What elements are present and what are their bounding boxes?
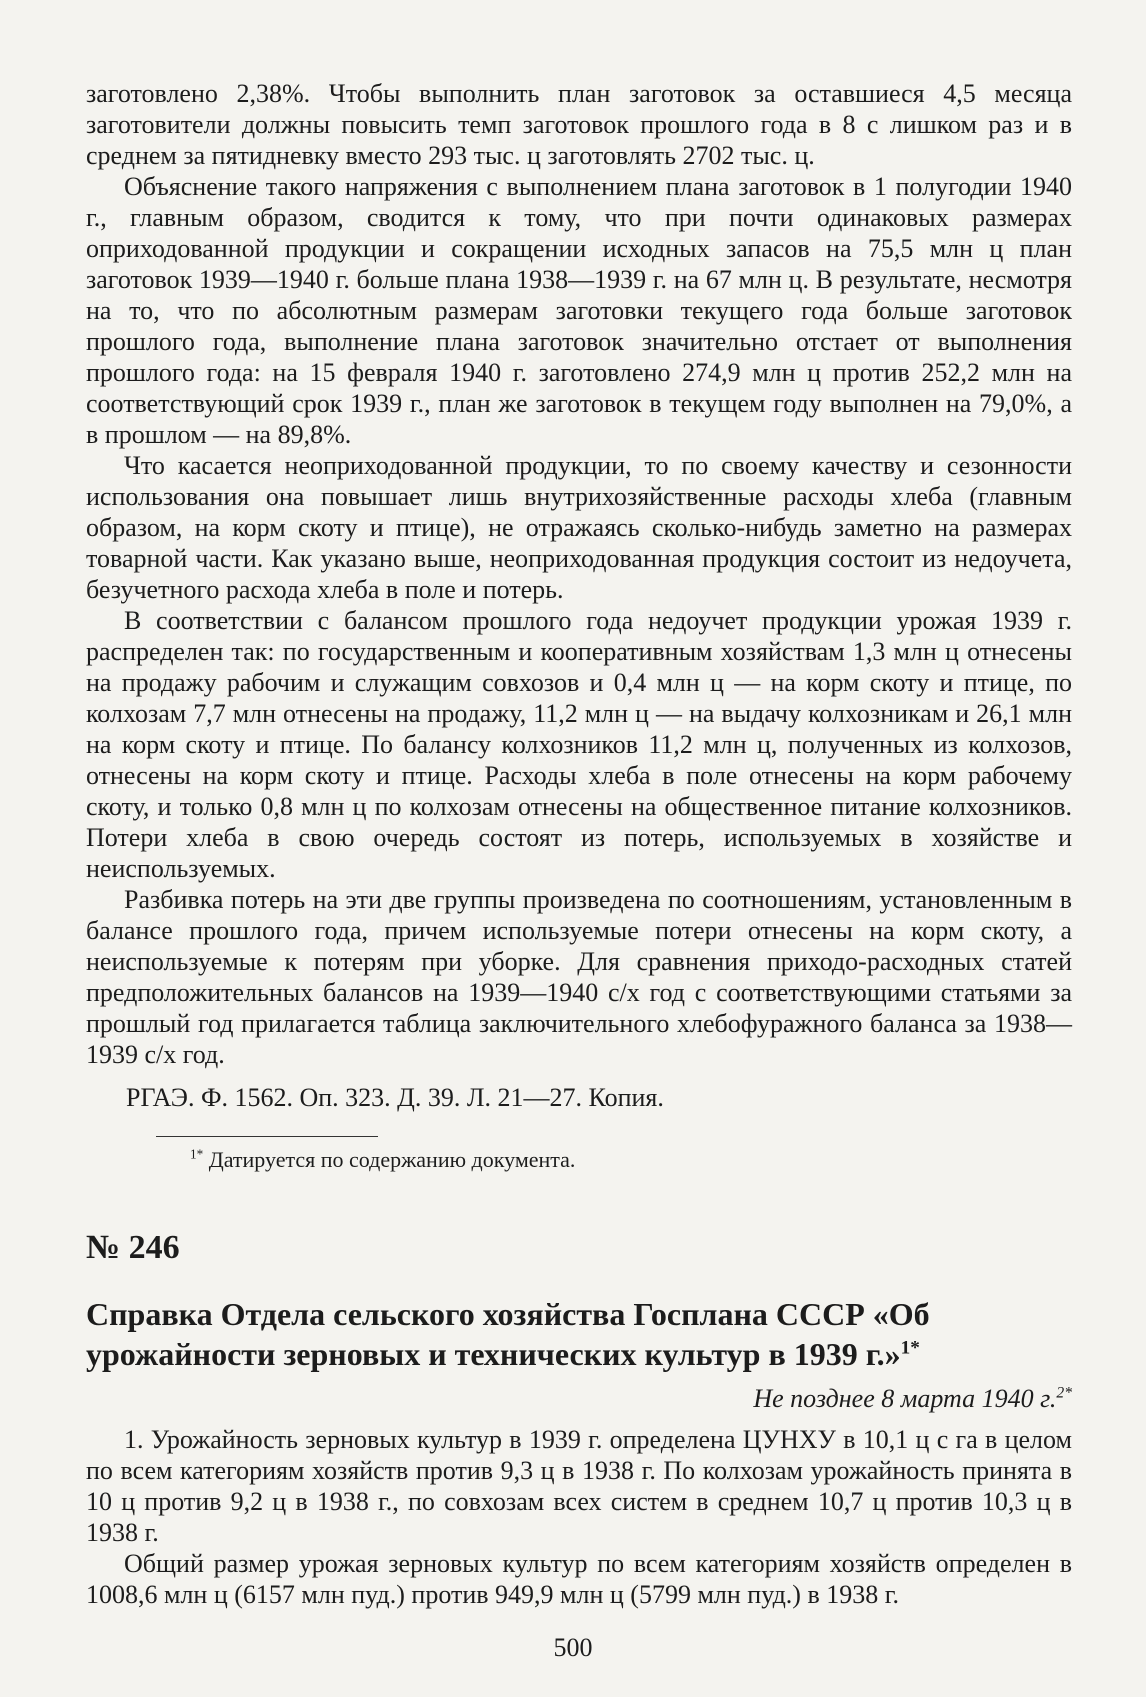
body-text-bottom (86, 1424, 1072, 1610)
paragraph: Общий размер урожая зерновых культур по всем категориям хозяйств определен в 1008,6 млн ц (6157 млн пуд.) против 949,9 млн ц (5799 млн пуд.) в 1938 г. (86, 1549, 1072, 1609)
document-title (86, 1294, 1072, 1374)
paragraph: Объяснение такого напряжения с выполнением плана заготовок в 1 полугодии 1940 г., главным образом, сводится к тому, что при почти одинаковых размерах оприходованной продукции и сокращении исходных запасов на 75,5 млн ц план заготовок 1939—1940 г. больше плана 1938—1939 г. на 67 млн ц. В результате, несмотря на то, что по абсолютным размерам заготовки текущего года больше заготовок прошлого года, выполнение плана заготовок значительно отстает от выполнения прошлого года: на 15 февраля 1940 г. заготовлено 274,9 млн ц против 252,2 млн на соответствующий срок 1939 г., план же заготовок в текущем году выполнен на 79,0%, а в прошлом — на 89,8%. (86, 172, 1072, 449)
footnote-divider (156, 1136, 378, 1137)
paragraph: заготовлено 2,38%. Чтобы выполнить план заготовок за оставшиеся 4,5 месяца заготовители должны повысить темп заготовок прошлого года в 8 с лишком раз и в среднем за пятидневку вместо 293 тыс. ц заготовлять 2702 тыс. ц. (86, 79, 1072, 170)
document-number: № 246 (86, 1229, 180, 1266)
paragraph: В соответствии с балансом прошлого года недоучет продукции урожая 1939 г. распределен так: по государственным и кооперативным хозяйствам 1,3 млн ц отнесены на продажу рабочим и служащим совхозов и 0,4 млн ц — на корм скоту и птице, по колхозам 7,7 млн отнесены на продажу, 11,2 млн ц — на выдачу колхозникам и 26,1 млн на корм скоту и птице. По балансу колхозников 11,2 млн ц, полученных из колхозов, отнесены на корм скоту и птице. Расходы хлеба в поле отнесены на корм рабочему скоту, и только 0,8 млн ц по колхозам отнесены на общественное питание колхозников. Потери хлеба в свою очередь состоят из потерь, используемых в хозяйстве и неиспользуемых. (86, 606, 1072, 883)
body-text-top (86, 78, 1072, 1070)
archive-source: РГАЭ. Ф. 1562. Оп. 323. Д. 39. Л. 21—27. Копия. (126, 1083, 664, 1112)
footnote (190, 1146, 575, 1174)
footnote-marker: 1* (190, 1146, 204, 1162)
footnote-text: Датируется по содержанию документа. (203, 1147, 576, 1172)
document-title-text: Справка Отдела сельского хозяйства Госплана СССР «Об урожайности зерновых и технических культур в 1939 г.» (86, 1296, 930, 1372)
title-footnote-marker: 1* (900, 1337, 920, 1359)
paragraph: 1. Урожайность зерновых культур в 1939 г. определена ЦУНХУ в 10,1 ц с га в целом по всем категориям хозяйств против 9,3 ц в 1938 г. По колхозам урожайность принята в 10 ц против 9,2 ц в 1938 г., по совхозам всех систем в среднем 10,7 ц против 10,3 ц в 1938 г. (86, 1425, 1072, 1547)
document-date-text: Не позднее 8 марта 1940 г. (753, 1384, 1057, 1413)
paragraph: Что касается неоприходованной продукции, то по своему качеству и сезонности использования она повышает лишь внутрихозяйственные расходы хлеба (главным образом, на корм скоту и птице), не отражаясь сколько-нибудь заметно на размерах товарной части. Как указано выше, неоприходованная продукция состоит из недоучета, безучетного расхода хлеба в поле и потерь. (86, 451, 1072, 604)
page-number: 500 (553, 1633, 593, 1662)
document-date (753, 1383, 1072, 1414)
paragraph: Разбивка потерь на эти две группы произведена по соотношениям, установленным в балансе прошлого года, причем используемые потери отнесены на корм скоту, а неиспользуемые к потерям при уборке. Для сравнения приходо-расходных статей предположительных балансов на 1939—1940 с/х год с соответствующими статьями за прошлый год прилагается таблица заключительного хлебофуражного баланса за 1938—1939 с/х год. (86, 885, 1072, 1069)
date-footnote-marker: 2* (1056, 1384, 1072, 1402)
